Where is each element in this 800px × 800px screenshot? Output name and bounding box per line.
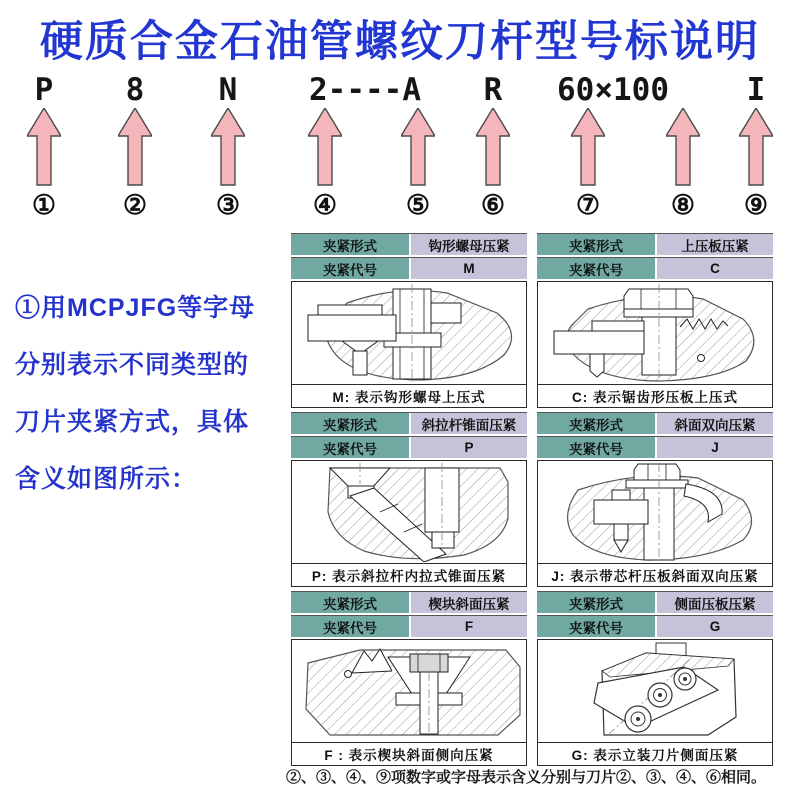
panel-caption: F : 表示楔块斜面侧向压紧 (291, 743, 527, 766)
clamping-panels-grid (291, 233, 773, 767)
form-label: 夹紧形式 (291, 592, 409, 613)
left-note-line: ①用MCPJFG等字母 (15, 294, 256, 322)
form-label: 夹紧形式 (537, 234, 655, 255)
up-arrow-icon (476, 108, 510, 186)
left-note-line: 分别表示不同类型的 (15, 351, 250, 379)
left-note (15, 280, 293, 508)
drawing-wedge-incline-side-press (291, 639, 527, 743)
code-char-5: R (483, 72, 503, 108)
panel-caption: J: 表示带芯杆压板斜面双向压紧 (537, 564, 773, 587)
panel-caption: M: 表示钩形螺母上压式 (291, 385, 527, 408)
page-title: 硬质合金石油管螺纹刀杆型号标说明 (40, 18, 760, 66)
code-value: C (657, 258, 773, 279)
panel-caption: P: 表示斜拉杆内拉式锥面压紧 (291, 564, 527, 587)
code-char-1: P (34, 72, 54, 108)
panel-j (537, 412, 773, 588)
left-note-line: 含义如图所示： (15, 465, 198, 493)
up-arrow-icon (211, 108, 245, 186)
drawing-angled-pull-rod-cone-press (291, 460, 527, 564)
form-label: 夹紧形式 (537, 413, 655, 434)
code-value: J (657, 437, 773, 458)
code-char-7: I (746, 72, 766, 108)
panel-f (291, 591, 527, 767)
form-value: 侧面压板压紧 (657, 592, 773, 613)
position-marker-3: ③ (215, 190, 241, 220)
position-marker-9: ⑨ (743, 190, 769, 220)
position-marker-2: ② (122, 190, 148, 220)
code-label: 夹紧代号 (537, 437, 655, 458)
code-char-6: 60×100 (557, 72, 669, 108)
drawing-core-rod-plate-bidirectional-press (537, 460, 773, 564)
up-arrow-icon (27, 108, 61, 186)
code-value: G (657, 616, 773, 637)
position-marker-6: ⑥ (480, 190, 506, 220)
code-value: F (411, 616, 527, 637)
position-marker-8: ⑧ (670, 190, 696, 220)
drawing-vertical-insert-side-press (537, 639, 773, 743)
form-label: 夹紧形式 (537, 592, 655, 613)
form-value: 钩形螺母压紧 (411, 234, 527, 255)
form-value: 上压板压紧 (657, 234, 773, 255)
panel-caption: G: 表示立装刀片侧面压紧 (537, 743, 773, 766)
code-value: M (411, 258, 527, 279)
panel-c (537, 233, 773, 409)
code-label: 夹紧代号 (537, 258, 655, 279)
code-label: 夹紧代号 (291, 437, 409, 458)
panel-g (537, 591, 773, 767)
left-note-line: 刀片夹紧方式，具体 (15, 408, 250, 436)
form-value: 斜拉杆锥面压紧 (411, 413, 527, 434)
code-value: P (411, 437, 527, 458)
code-char-4: 2----A (309, 72, 421, 108)
code-char-3: N (218, 72, 238, 108)
position-marker-7: ⑦ (575, 190, 601, 220)
drawing-sawtooth-plate-top-press (537, 281, 773, 385)
panel-m (291, 233, 527, 409)
panel-caption: C: 表示锯齿形压板上压式 (537, 385, 773, 408)
bottom-note: ②、③、④、⑨项数字或字母表示含义分别与刀片②、③、④、⑥相同。 (286, 769, 767, 786)
panel-p (291, 412, 527, 588)
code-label: 夹紧代号 (291, 616, 409, 637)
up-arrow-icon (571, 108, 605, 186)
drawing-hook-nut-top-press (291, 281, 527, 385)
form-label: 夹紧形式 (291, 234, 409, 255)
position-marker-4: ④ (312, 190, 338, 220)
up-arrow-icon (118, 108, 152, 186)
form-value: 楔块斜面压紧 (411, 592, 527, 613)
position-marker-1: ① (31, 190, 57, 220)
up-arrow-icon (401, 108, 435, 186)
up-arrow-icon (666, 108, 700, 186)
up-arrow-icon (308, 108, 342, 186)
up-arrow-icon (739, 108, 773, 186)
form-label: 夹紧形式 (291, 413, 409, 434)
code-char-2: 8 (125, 72, 145, 108)
position-marker-5: ⑤ (405, 190, 431, 220)
code-label: 夹紧代号 (291, 258, 409, 279)
code-label: 夹紧代号 (537, 616, 655, 637)
form-value: 斜面双向压紧 (657, 413, 773, 434)
